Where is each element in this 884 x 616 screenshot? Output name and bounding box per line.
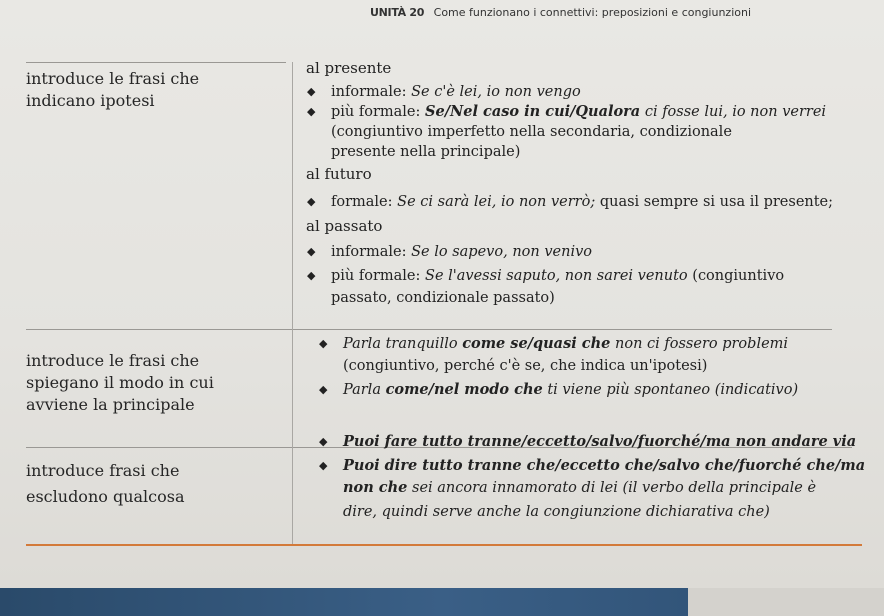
example-text: non ci fossero problemi (610, 336, 789, 352)
example-text: ti viene più spontaneo (indicativo) (542, 382, 799, 398)
presente-heading: al presente (306, 59, 392, 77)
row-3-description-line: introduce frasi che (26, 461, 180, 480)
tranne-example: ◆ Puoi fare tutto tranne/eccetto/salvo/fuorché/ma non andare via (343, 432, 856, 452)
row-2-description (26, 350, 288, 416)
example-label: informale: (331, 84, 407, 100)
row-2-description-line: avviene la principale (26, 395, 195, 414)
example-text: sei ancora innamorato di lei (il verbo della principale è (407, 480, 817, 496)
connectives-table (26, 42, 866, 546)
passato-formale (331, 266, 784, 286)
passato-informale (331, 242, 592, 262)
example-text: ci fosse lui, io non verrei (644, 104, 827, 120)
example-text: Parla (343, 382, 386, 398)
row-divider (26, 329, 832, 330)
connective: non che (343, 479, 408, 496)
example-text: Se c'è lei, io non vengo (411, 84, 581, 100)
passato-heading: al passato (306, 217, 383, 235)
example-continuation: dire, quindi serve anche la congiunzione dichiarativa che) (343, 504, 770, 520)
example-continuation: passato, condizionale passato) (331, 290, 555, 306)
row-1-description-line: indicano ipotesi (26, 91, 155, 110)
futuro-formale (331, 192, 833, 212)
example-label: informale: (331, 244, 407, 260)
come-example (343, 380, 798, 400)
example-continuation: (congiuntivo, perché c'è se, che indica un'ipotesi) (343, 358, 708, 374)
example-text: Se lo sapevo, non venivo (411, 244, 592, 260)
connective: come/nel modo che (385, 381, 543, 398)
page-title: Come funzionano i connettivi: preposizioni e congiunzioni (433, 6, 752, 19)
row-3-description-line: escludono qualcosa (26, 487, 185, 506)
example-text: Parla tranquillo (343, 336, 463, 352)
column-divider (292, 62, 293, 544)
example-continuation: presente nella principale) (331, 144, 521, 160)
example-note: quasi sempre si usa il presente; (599, 194, 834, 210)
example-continuation: (congiuntivo imperfetto nella secondaria, condizionale (331, 124, 732, 140)
row-1-description (26, 68, 288, 112)
page-corner (688, 588, 884, 616)
example-label: formale: (331, 194, 393, 210)
row-1-description-line: introduce le frasi che (26, 69, 200, 88)
example-label: più formale: (331, 104, 421, 120)
presente-informale (331, 82, 581, 102)
connective: Se/Nel caso in cui/Qualora (425, 103, 641, 120)
presente-formale (331, 102, 826, 122)
example-continuation (343, 478, 816, 498)
bottom-bar (0, 588, 884, 616)
tranne-che-example: ◆ Puoi dire tutto tranne che/eccetto che/salvo che/fuorché che/ma (343, 456, 865, 476)
row-2-description-line: spiegano il modo in cui (26, 373, 214, 392)
row-2-description-line: introduce le frasi che (26, 351, 200, 370)
example-text: Se ci sarà lei, io non verrò; (397, 194, 596, 210)
come-se-example (343, 334, 788, 354)
row-3-description (26, 460, 288, 508)
example-note: (congiuntivo (692, 268, 785, 284)
example-label: più formale: (331, 268, 421, 284)
futuro-heading: al futuro (306, 165, 372, 183)
connective: come se/quasi che (462, 335, 611, 352)
unit-label: UNITÀ 20 (370, 6, 425, 19)
example-text: Se l'avessi saputo, non sarei venuto (425, 268, 688, 284)
row-divider (26, 62, 286, 63)
page-header (370, 6, 751, 19)
